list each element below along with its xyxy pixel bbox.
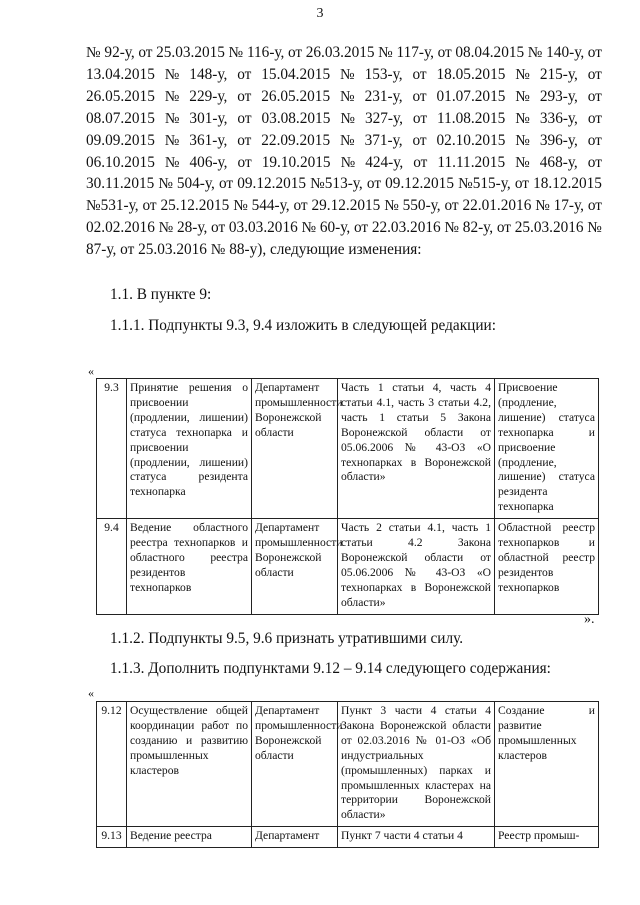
paragraph-1-1-1: 1.1.1. Подпункты 9.3, 9.4 изложить в следующей редакции:: [110, 317, 496, 334]
word: от: [437, 44, 452, 61]
word: №: [515, 131, 530, 149]
word: от: [496, 219, 511, 237]
text-line: [86, 239, 602, 261]
word: от: [237, 87, 252, 105]
word: №: [164, 153, 180, 171]
word: от: [353, 219, 369, 237]
word: от: [587, 87, 602, 105]
text-line: [86, 195, 602, 217]
word: 15.04.2015: [261, 65, 331, 83]
word: №: [515, 87, 530, 105]
word: 26.05.2015: [261, 87, 331, 105]
word: 25.03.2016: [514, 219, 584, 237]
word: от: [412, 109, 428, 127]
measure-cell: Осуществление общей координации работ по созданию и развитию промышленных кластеров: [127, 702, 252, 827]
text-line: [86, 86, 602, 108]
word: 336-у,: [539, 109, 578, 127]
word: 13.04.2015: [86, 65, 155, 83]
word: 09.09.2015: [86, 131, 155, 149]
word: от: [142, 197, 157, 215]
word: 396-у,: [539, 131, 578, 149]
responsible-body-cell: Департамент промышленности Воронежской области: [252, 379, 338, 519]
word: 03.03.2016: [228, 219, 298, 237]
word: № 92-у,: [86, 44, 135, 61]
word: 301-у,: [189, 109, 228, 127]
word: 19.10.2015: [261, 153, 331, 171]
word: от: [444, 197, 459, 215]
word: №: [340, 153, 356, 171]
word: от: [237, 65, 252, 83]
word: от: [237, 153, 252, 171]
word: № 82-у,: [444, 219, 494, 237]
word: от: [218, 175, 234, 193]
word: 26.05.2015: [86, 87, 155, 105]
word: от: [237, 131, 252, 149]
word: от: [587, 65, 602, 83]
word: от: [587, 44, 602, 61]
item-number-cell: 9.13: [97, 827, 127, 848]
word: 371-у,: [364, 131, 403, 149]
word: 08.04.2015: [455, 44, 525, 61]
word: № 550-у,: [384, 197, 441, 215]
opening-quote: «: [88, 364, 94, 378]
word: от: [412, 131, 427, 149]
word: 148-у,: [189, 65, 228, 83]
word: №: [340, 87, 355, 105]
word: 01.07.2015: [436, 87, 506, 105]
word: №: [340, 65, 355, 83]
word: №: [164, 87, 180, 105]
word: 22.01.2016: [462, 197, 532, 215]
word: 87-у, от 25.03.2016 № 88-у), следующие изменения:: [86, 241, 422, 259]
paragraph-1-1: 1.1. В пункте 9:: [110, 286, 212, 303]
table-row: [97, 702, 599, 827]
word: № 116-у,: [228, 44, 285, 61]
word: 22.03.2016: [371, 219, 441, 237]
word: №: [587, 219, 602, 237]
word: 18.12.2015: [533, 175, 602, 193]
text-line: [86, 42, 602, 64]
item-number-cell: 9.4: [97, 519, 127, 614]
word: 468-у,: [539, 153, 578, 171]
word: №515-у,: [458, 175, 511, 193]
measure-cell: Принятие решения о присвоении (продлении, лишении) статуса технопарка и присвоении (продлении, лишении) статуса резидента технопарка: [127, 379, 252, 519]
word: 229-у,: [189, 87, 228, 105]
text-line: [86, 173, 602, 195]
word: 231-у,: [364, 87, 403, 105]
word: 09.12.2015: [237, 175, 307, 193]
text-line: [86, 130, 602, 152]
word: 30.11.2015: [86, 175, 155, 193]
word: №: [515, 109, 530, 127]
page-number: 3: [316, 6, 324, 21]
word: от: [412, 65, 427, 83]
word: № 544-у,: [233, 197, 290, 215]
word: от: [412, 87, 427, 105]
word: №513-у,: [310, 175, 363, 193]
word: от: [237, 109, 252, 127]
responsible-body-cell: Департамент: [252, 827, 338, 848]
word: 06.10.2015: [86, 153, 155, 171]
word: № 504-у,: [158, 175, 215, 193]
responsible-body-cell: Департамент промышленности Воронежской области: [252, 702, 338, 827]
word: 22.09.2015: [261, 131, 331, 149]
word: № 28-у,: [158, 219, 208, 237]
measure-cell: Ведение реестра: [127, 827, 252, 848]
amendment-table-2: [96, 701, 599, 848]
word: 153-у,: [364, 65, 403, 83]
word: № 140-у,: [527, 44, 585, 61]
word: 11.08.2015: [437, 109, 506, 127]
word: от: [587, 109, 602, 127]
legal-basis-cell: Часть 1 статьи 4, часть 4 статьи 4.1, часть 3 статьи 4.2, часть 1 статьи 5 Закона Воронежской области от 05.06.2006 № 43-ОЗ «О технопарках в Воронежской области»: [338, 379, 495, 519]
table-row: [97, 827, 599, 848]
word: №: [164, 65, 180, 83]
result-cell: Присвоение (продление, лишение) статуса технопарка и присвоение (продление, лишение) статуса резидента технопарка: [495, 379, 599, 519]
word: № 117-у,: [378, 44, 434, 61]
measure-cell: Ведение областного реестра технопарков и областного реестра резидентов технопарков: [127, 519, 252, 614]
word: №: [164, 109, 180, 127]
word: 09.12.2015: [385, 175, 454, 193]
word: от: [587, 197, 602, 215]
word: от: [413, 153, 428, 171]
word: 424-у,: [365, 153, 404, 171]
result-cell: Областной реестр технопарков и областной реестр резидентов технопарков: [495, 519, 599, 614]
word: 11.11.2015: [437, 153, 506, 171]
word: № 60-у,: [301, 219, 351, 237]
word: 406-у,: [189, 153, 228, 171]
word: 361-у,: [189, 131, 228, 149]
paragraph-1-1-2: 1.1.2. Подпункты 9.5, 9.6 признать утратившими силу.: [110, 630, 464, 647]
opening-quote-2: «: [88, 686, 94, 700]
text-line: [86, 64, 602, 86]
legal-basis-cell: Пункт 3 части 4 статьи 4 Закона Воронежской области от 02.03.2016 № 01-ОЗ «Об индустриальных (промышленных) парках и промышленных кластерах на территории Воронежской области»: [338, 702, 495, 827]
responsible-body-cell: Департамент промышленности Воронежской области: [252, 519, 338, 614]
body-text: [86, 42, 602, 261]
item-number-cell: 9.3: [97, 379, 127, 519]
word: от: [587, 153, 602, 171]
word: 215-у,: [539, 65, 578, 83]
word: 03.08.2015: [261, 109, 331, 127]
word: от: [514, 175, 529, 193]
word: №531-у,: [86, 197, 139, 215]
word: от: [366, 175, 382, 193]
table-row: [97, 379, 599, 519]
word: 02.02.2016: [86, 219, 155, 237]
text-line: [86, 217, 602, 239]
word: от: [287, 44, 303, 61]
item-number-cell: 9.12: [97, 702, 127, 827]
word: от: [138, 44, 153, 61]
closing-quote: ».: [584, 612, 595, 627]
word: №: [515, 65, 530, 83]
paragraph-1-1-3: 1.1.3. Дополнить подпунктами 9.12 – 9.14 следующего содержания:: [110, 660, 551, 677]
word: №: [340, 131, 355, 149]
word: 08.07.2015: [86, 109, 155, 127]
word: 29.12.2015: [311, 197, 381, 215]
word: от: [587, 131, 602, 149]
word: 25.12.2015: [160, 197, 230, 215]
word: 26.03.2015: [305, 44, 375, 61]
text-line: [86, 108, 602, 130]
word: №: [164, 131, 180, 149]
word: №: [515, 153, 530, 171]
word: от: [211, 219, 226, 237]
legal-basis-cell: Часть 2 статьи 4.1, часть 1 статьи 4.2 Закона Воронежской области от 05.06.2006 № 43-ОЗ «О технопарках в Воронежской области»: [338, 519, 495, 614]
word: 293-у,: [539, 87, 578, 105]
word: №: [340, 109, 355, 127]
amendment-table-1: [96, 378, 599, 615]
result-cell: Создание и развитие промышленных кластеров: [495, 702, 599, 827]
table-row: [97, 519, 599, 614]
legal-basis-cell: Пункт 7 части 4 статьи 4: [338, 827, 495, 848]
word: 25.03.2015: [156, 44, 225, 61]
word: 18.05.2015: [436, 65, 506, 83]
text-line: [86, 152, 602, 174]
word: № 17-у,: [535, 197, 584, 215]
result-cell: Реестр промыш-: [495, 827, 599, 848]
word: 02.10.2015: [436, 131, 506, 149]
word: от: [293, 197, 308, 215]
word: 327-у,: [364, 109, 403, 127]
